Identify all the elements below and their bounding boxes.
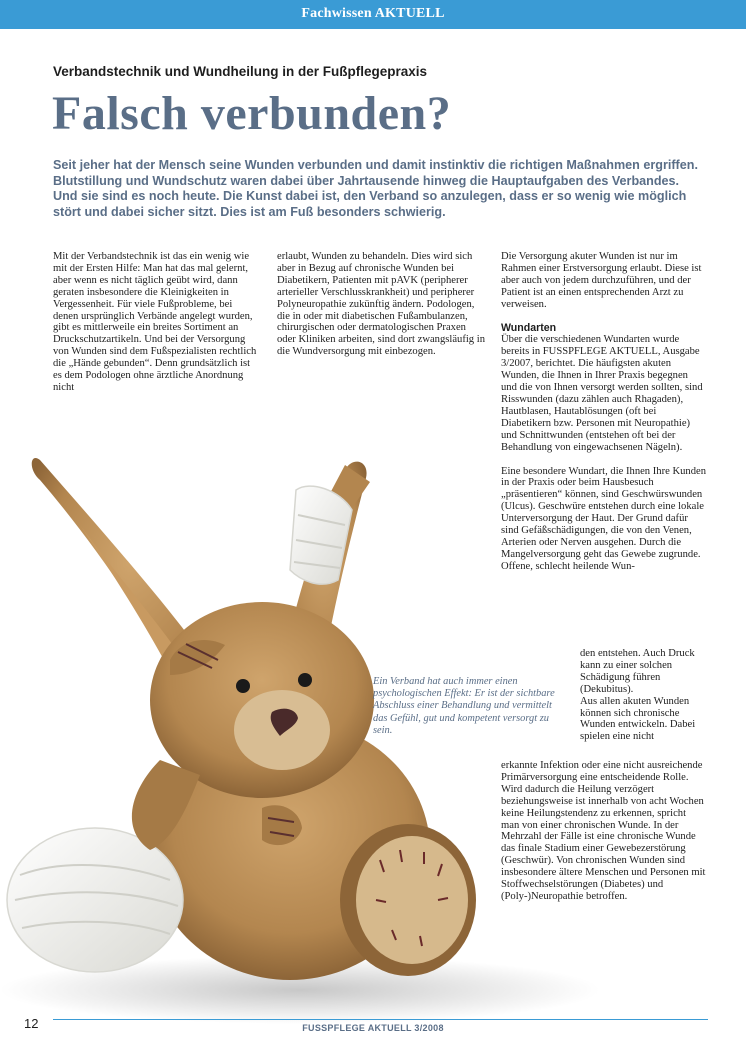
column-3-paragraph-4b: erkannte Infektion oder eine nicht ausreichende Primärversorgung eine entscheidende Rolle. Wird dadurch die Heilung verzögert beziehungsweise ist innerhalb von acht Wochen keine Heilungstendenz zu erkennen, spricht man von einer chronischen Wunde. In der Mehrzahl der Fälle ist eine chronische Wunde das finale Stadium einer Gewebezerstörung (Geschwür). Von chronischen Wunden sind insbesondere ältere Menschen und Personen mit Stoffwechselstörungen (Diabetes) und (Poly-)Neuropathie betroffen. (501, 760, 706, 902)
column-3-paragraph-3: Eine besondere Wundart, die Ihnen Ihre Kunden in der Praxis oder beim Hausbesuch „präsentieren“ können, sind Geschwürswunden (Ulcus). Geschwüre entstehen durch eine lokale Unterversorgung der Haut. Der Grund dafür sind Gefäßschädigungen, die von den Venen, Arterien oder Nerven ausgehen. Durch die Mangelversorgung geht das Gewebe zugrunde. Offene, schlecht heilende Wun- (501, 465, 707, 572)
column-3-paragraph-1: Die Versorgung akuter Wunden ist nur im Rahmen einer Erstversorgung erlaubt. Diese ist aber auch von jedem durchzuführen, und der Patient ist an einen entsprechenden Arzt zu verweisen. (501, 251, 702, 310)
text-column-1 (53, 251, 258, 394)
page-number: 12 (24, 1016, 39, 1031)
article-title: Falsch verbunden? (52, 87, 452, 140)
footer-rule (53, 1019, 708, 1020)
article-lead: Seit jeher hat der Mensch seine Wunden verbunden und damit instinktiv die richtigen Maßnahmen ergriffen. Blutstillung und Wundschutz waren dabei über Jahrtausende hinweg die Hauptaufgaben des Verbandes. Und sie sind es noch heute. Die Kunst dabei ist, den Verband so anzulegen, dass er so wenig wie möglich stört und dabei sicher sitzt. Dies ist am Fuß besonders schwierig. (53, 158, 698, 219)
column-2-text: erlaubt, Wunden zu behandeln. Dies wird sich aber in Bezug auf chronische Wunden bei Diabetikern, Patienten mit pAVK (peripherer arterieller Verschlusskrankheit) und peripherer Polyneuropathie zukünftig ändern. Podologen, die in oder mit diabetischen Fußambulanzen, chirurgischen oder dermatologischen Praxen oder Kliniken arbeiten, sind dort zwangsläufig in die Wundversorgung mit einbezogen. (277, 251, 485, 358)
journal-issue: FUSSPFLEGE AKTUELL 3/2008 (302, 1023, 444, 1033)
subheading-wundarten: Wundarten (501, 321, 557, 334)
section-header-bar (0, 0, 746, 29)
article-kicker: Verbandstechnik und Wundheilung in der Fußpflegepraxis (53, 64, 428, 79)
section-title: Fachwissen AKTUELL (301, 6, 445, 21)
image-caption: Ein Verband hat auch immer einen psychologischen Effekt: Er ist der sichtbare Abschluss einer Behandlung und vermittelt das Gefühl, gut und kompetent versorgt zu sein. (373, 676, 555, 736)
column-3-paragraph-3b: den entstehen. Auch Druck kann zu einer solchen Schädigung führen (Dekubitus). (580, 648, 695, 695)
text-column-3-lower (501, 760, 706, 903)
column-3-paragraph-2: Über die verschiedenen Wundarten wurde bereits in FUSSPFLEGE AKTUELL, Ausgabe 3/2007, berichtet. Die häufigsten akuten Wunden, die Ihnen in Ihrer Praxis begegnen und die von Ihnen versorgt werden sollten, sind Risswunden (dazu zählen auch Rhagaden), Hautblasen, Hautablösungen (oft bei Diabetikern bzw. Personen mit Neuropathie) und Schnittwunden (entstehen oft bei der Behandlung von eingewachsenen Nägeln). (501, 334, 703, 453)
text-column-2 (277, 251, 487, 358)
column-3-paragraph-4a: Aus allen akuten Wunden können sich chronische Wunden entwickeln. Dabei spielen eine nicht (580, 695, 696, 743)
column-1-text: Mit der Verbandstechnik ist das ein wenig wie mit der Ersten Hilfe: Man hat das mal gelernt, aber wenn es nicht täglich geübt wird, dann geraten insbesondere die Kleinigkeiten in Vergessenheit. Für viele Fußprobleme, bei denen ursprünglich Verbände angelegt wurden, gibt es mittlerweile ein breites Sortiment an Druckschutzartikeln. Und bei der Versorgung von Wunden sind dem Fußspezialisten rechtlich die „Hände gebunden“. Denn grundsätzlich ist es dem Podologen ohne ärztliche Anordnung nicht (53, 251, 257, 393)
text-column-3-inset (580, 648, 710, 743)
